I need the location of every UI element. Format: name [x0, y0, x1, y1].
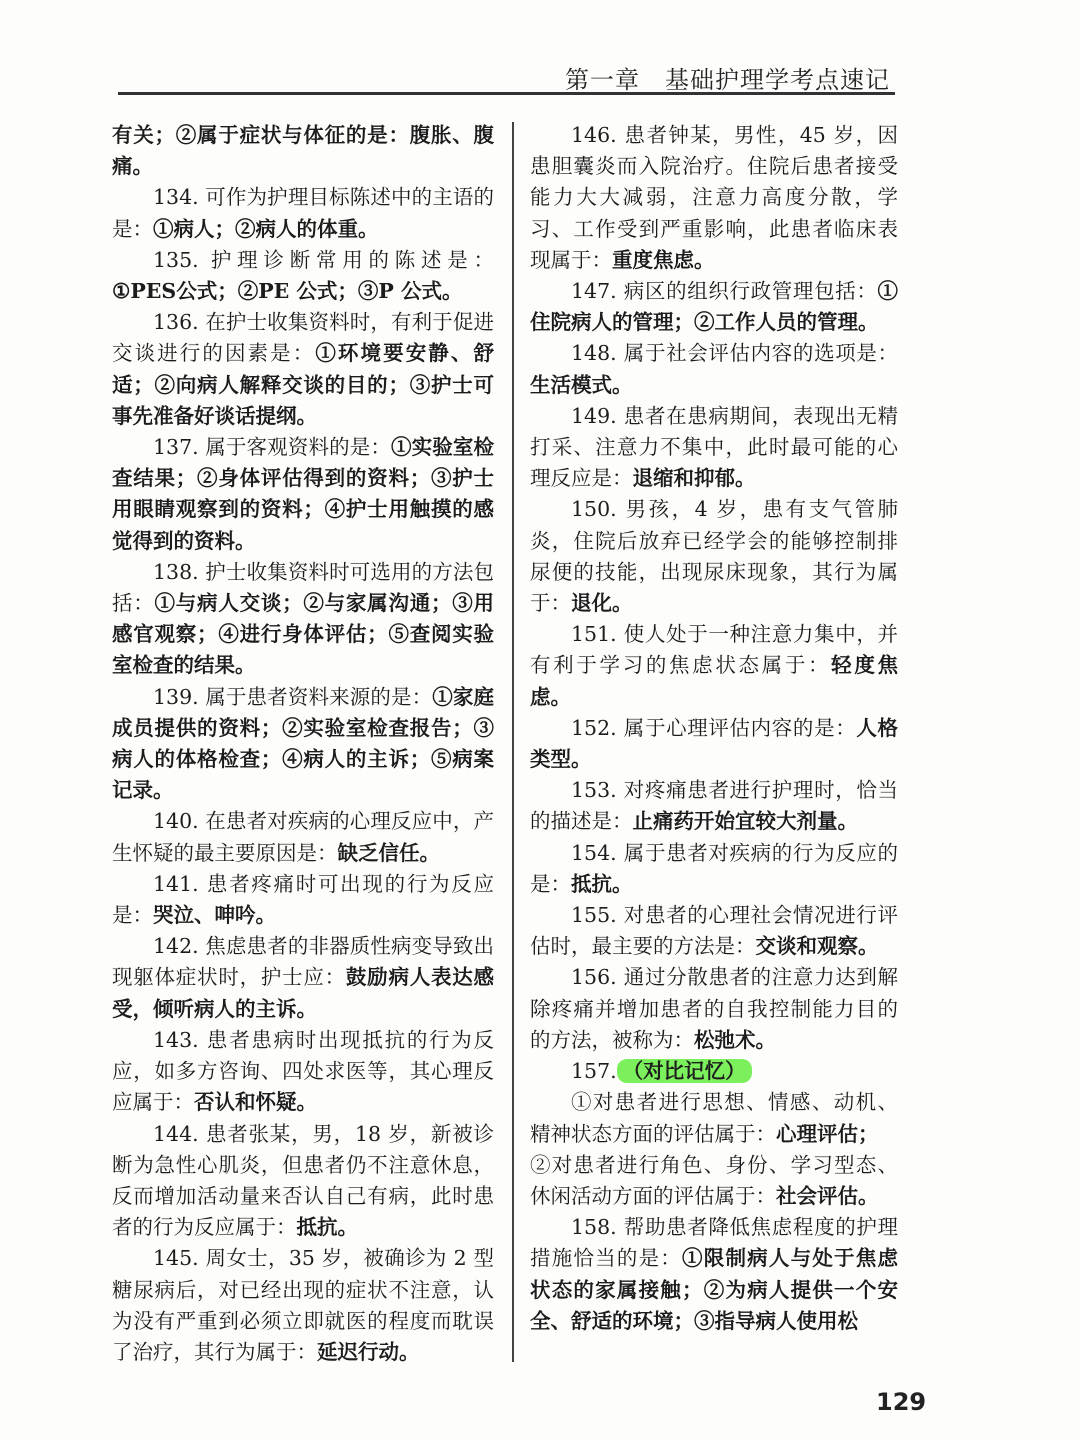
answer-text: 重度焦虑。	[612, 247, 715, 272]
answer-text: 人格类型。	[530, 715, 898, 772]
question-text: 151. 使人处于一种注意力集中，并有利于学习的焦虑状态属于：	[530, 622, 898, 678]
answer-text: 哭泣、呻吟。	[153, 903, 276, 928]
item-158: 158. 帮助患者降低焦虑程度的护理措施恰当的是：①限制病人与处于焦虑状态的家属接触；②为病人提供一个安全、舒适的环境；③指导病人使用松	[530, 1215, 898, 1333]
question-item	[112, 1025, 494, 1119]
question-item	[530, 120, 898, 276]
question-item	[112, 432, 494, 557]
question-item	[530, 276, 898, 338]
question-item	[530, 713, 898, 775]
question-text: 149. 患者在患病期间，表现出无精打采、注意力不集中，此时最可能的心理反应是：	[530, 403, 898, 491]
question-text: 138. 护士收集资料时可选用的方法包括：	[112, 559, 494, 616]
question-item	[112, 557, 494, 682]
answer-text: ①PES公式；②PE 公式；③P 公式。	[112, 279, 463, 304]
answer-text: 抵抗。	[296, 1215, 358, 1240]
answer-text: 抵抗。	[571, 871, 633, 896]
question-item	[530, 338, 898, 400]
question-text: 142. 焦虑患者的非器质性病变导致出现躯体症状时，护士应：	[112, 934, 494, 990]
question-item	[112, 182, 494, 244]
question-text: 156. 通过分散患者的注意力达到解除疼痛并增加患者的自我控制能力目的的方法，被称为：	[530, 965, 898, 1052]
answer-text: 退缩和抑郁。	[632, 466, 756, 491]
question-text: 141. 患者疼痛时可出现的行为反应是：	[112, 871, 494, 928]
answer-text: ①环境要安静、舒适；②向病人解释交谈的目的；③护士可事先准备好谈话提纲。	[112, 341, 494, 428]
question-text: 143. 患者患病时出现抵抗的行为反应，如多方咨询、四处求医等，其心理反应属于：	[112, 1027, 494, 1115]
question-item	[530, 838, 898, 900]
question-item	[530, 775, 898, 837]
question-text: 152. 属于心理评估内容的是：	[571, 715, 857, 740]
question-item	[112, 245, 494, 307]
question-item	[530, 962, 898, 1056]
answer-text: 交谈和观察。	[755, 934, 879, 959]
answer-text: 退化。	[571, 591, 633, 616]
question-item	[530, 401, 898, 495]
question-text: 144. 患者张某，男，18 岁，新被诊断为急性心肌炎，但患者仍不注意休息，反而增加活动量来否认自己有病，此时患者的行为反应属于：	[112, 1121, 494, 1240]
left-column	[112, 120, 494, 1368]
question-text: 140. 在患者对疾病的心理反应中，产生怀疑的最主要原因是：	[112, 809, 494, 865]
question-item	[112, 682, 494, 807]
answer-text: ①住院病人的管理；②工作人员的管理。	[530, 279, 898, 335]
answer-text: 松弛术。	[694, 1027, 776, 1052]
running-header: 第一章 基础护理学考点速记	[565, 66, 890, 94]
answer-text: ①实验室检查结果；②身体评估得到的资料；③护士用眼睛观察到的资料；④护士用触摸的感觉得到的资料。	[112, 435, 494, 553]
right-column-items	[530, 120, 898, 1056]
answer-text: 鼓励病人表达感受，倾听病人的主诉。	[112, 965, 495, 1021]
answer-text: ①与病人交谈；②与家属沟通；③用感官观察；④进行身体评估；⑤查阅实验室检查的结果。	[112, 591, 495, 678]
question-item	[530, 900, 898, 962]
item-157-heading: 157. （对比记忆）	[530, 1056, 898, 1087]
question-text: 150. 男孩，4 岁，患有支气管肺炎，住院后放弃已经学会的能够控制排尿便的技能，出现尿床现象，其行为属于：	[530, 497, 898, 616]
question-text: 136. 在护士收集资料时，有利于促进交谈进行的因素是：	[112, 310, 494, 366]
answer-text: ①家庭成员提供的资料；②实验室检查报告；③病人的体格检查；④病人的主诉；⑤病案记录。	[112, 684, 494, 803]
question-text: 145. 周女士，35 岁，被确诊为 2 型糖尿病后，对已经出现的症状不注意，认为没有严重到必须立即就医的程度而耽误了治疗，其行为属于：	[112, 1246, 494, 1364]
question-text: 146. 患者钟某，男性，45 岁，因患胆囊炎而入院治疗。住院后患者接受能力大大减弱，注意力高度分散，学习、工作受到严重影响，此患者临床表现属于：	[530, 123, 898, 272]
question-text: 147. 病区的组织行政管理包括：	[571, 279, 878, 304]
question-item	[112, 1243, 494, 1368]
answer-text: 止痛药开始宜较大剂量。	[632, 809, 858, 834]
question-text: 154. 属于患者对疾病的行为反应的是：	[530, 840, 898, 896]
question-item	[112, 120, 494, 182]
question-item	[112, 307, 494, 432]
question-item	[112, 806, 494, 868]
question-item	[530, 494, 898, 619]
question-text: 135. 护理诊断常用的陈述是：	[153, 247, 494, 272]
question-item	[112, 869, 494, 931]
question-item	[112, 1119, 494, 1244]
question-text: 139. 属于患者资料来源的是：	[153, 684, 433, 709]
question-text: 137. 属于客观资料的是：	[153, 435, 391, 460]
answer-text: 生活模式。	[530, 372, 633, 397]
item-157-line-1: ①对患者进行思想、情感、动机、精神状态方面的评估属于：心理评估；	[530, 1090, 898, 1146]
item-157-line-2: ②对患者进行角色、身份、学习型态、休闲活动方面的评估属于：社会评估。	[530, 1152, 898, 1208]
header-rule	[118, 92, 895, 95]
question-text: 134. 可作为护理目标陈述中的主语的是：	[112, 185, 494, 241]
answer-text: 延迟行动。	[317, 1339, 420, 1364]
question-text: 153. 对疼痛患者进行护理时，恰当的描述是：	[530, 778, 898, 834]
answer-text: 缺乏信任。	[337, 840, 440, 865]
column-divider	[512, 122, 514, 1362]
question-item	[112, 931, 494, 1025]
right-column	[530, 120, 898, 1337]
page-number: 129	[876, 1388, 927, 1416]
question-item	[530, 619, 898, 713]
question-text: 155. 对患者的心理社会情况进行评估时，最主要的方法是：	[530, 903, 898, 959]
answer-text: 有关；②属于症状与体征的是：腹胀、腹痛。	[112, 123, 494, 179]
answer-text: 否认和怀疑。	[194, 1090, 317, 1115]
highlight-tag: （对比记忆）	[617, 1059, 752, 1083]
answer-text: 轻度焦虑。	[530, 653, 899, 709]
answer-text: ①病人；②病人的体重。	[153, 216, 379, 241]
question-text: 148. 属于社会评估内容的选项是：	[571, 341, 898, 366]
